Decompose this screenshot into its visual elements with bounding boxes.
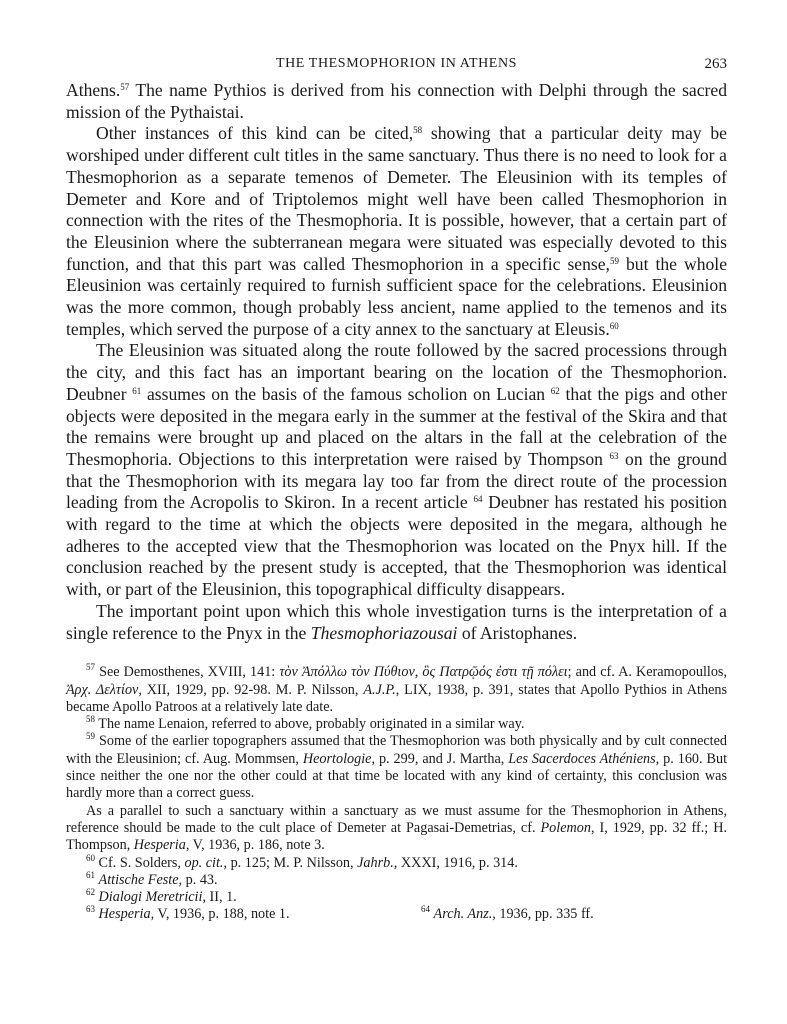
text: Cf. S. Solders, xyxy=(95,854,185,871)
text: of Aristophanes. xyxy=(457,622,578,643)
paragraph-4 xyxy=(66,601,727,644)
footnote-ref-60: 60 xyxy=(609,320,619,331)
text: , I, 1929, pp. 32 ff.; H. Thompson, xyxy=(66,819,727,854)
page-number: 263 xyxy=(704,56,727,72)
footnote-number: 63 xyxy=(86,904,95,915)
text: As a parallel to such a sanctuary within a sanctuary as we must assume for the Thesmophorion in Athens, reference should be made to the cult place of Demeter at Pagasai-Demetrias, cf. xyxy=(66,802,727,836)
footnote-62 xyxy=(66,889,727,906)
footnotes xyxy=(66,664,727,923)
italic-title: Thesmophoriazousai xyxy=(310,622,458,643)
footnote-ref-61: 61 xyxy=(132,385,142,396)
greek-title: Ἀρχ. Δελτίον xyxy=(66,681,139,698)
text: The Eleusinion was situated along the route followed by the sacred processions through the city, and this fact has an important bearing on the location of the Thesmophorion. Deubner xyxy=(66,340,727,404)
footnote-61 xyxy=(66,869,727,889)
footnote-number: 58 xyxy=(86,714,95,725)
footnote-59-continued xyxy=(66,803,727,855)
text: , p. 299, and J. Martha, xyxy=(371,750,509,767)
page xyxy=(66,52,727,924)
greek-quote: τὸν Ἀπόλλω τὸν Πύθιον, ὃς Πατρῷός ἐστι τῇ πόλει xyxy=(279,664,568,681)
footnote-number: 57 xyxy=(86,662,95,673)
text: , XXXI, 1916, p. 314. xyxy=(393,854,518,871)
footnote-number: 61 xyxy=(86,869,95,880)
footnote-59 xyxy=(66,733,727,802)
text: , p. 43. xyxy=(178,871,218,888)
footnote-number: 59 xyxy=(86,731,95,742)
running-title: THE THESMOPHORION IN ATHENS xyxy=(275,56,518,71)
text: , II, 1. xyxy=(202,889,237,906)
text: on the ground that the Thesmophorion with its megara lay too far from the direct route of the procession leading from the Acropolis to Skiron. In a recent article xyxy=(66,448,727,513)
main-text xyxy=(66,80,727,644)
italic-title: Hesperia xyxy=(98,906,151,923)
italic-title: Arch. Anz. xyxy=(433,906,493,923)
text: showing that a particular deity may be worshiped under different cult titles in the same sanctuary. Thus there is no need to look for a Thesmophorion as a separate temenos of Demeter. The Eleusinion with its temples of Demeter and Kore and of Triptolemos might well have been called Thesmophorion in connection with the rites of the Thesmophoria. It is possible, however, that a certain part of the Eleusinion where the subterranean megara were situated was especially devoted to this function, and that this part was called Thesmophorion in a specific sense, xyxy=(66,123,727,274)
paragraph-2 xyxy=(66,123,727,340)
footnote-number: 60 xyxy=(86,852,95,863)
footnote-ref-58: 58 xyxy=(413,125,423,136)
footnote-number: 64 xyxy=(421,904,430,915)
text: , V, 1936, p. 186, note 3. xyxy=(185,837,325,854)
footnote-57 xyxy=(66,664,727,716)
footnote-number: 62 xyxy=(86,887,95,898)
text: The name Lenaion, referred to above, probably originated in a similar way. xyxy=(95,716,525,733)
italic-title: Dialogi Meretricii xyxy=(98,889,203,906)
footnote-ref-64: 64 xyxy=(473,494,483,505)
italic-title: Les Sacerdoces Athéniens xyxy=(508,750,656,767)
text: ; and cf. A. Keramopoullos, xyxy=(567,664,727,681)
italic-title: op. cit. xyxy=(184,854,224,871)
footnote-ref-59: 59 xyxy=(609,255,619,266)
footnotes-63-64 xyxy=(66,906,727,923)
footnote-ref-57: 57 xyxy=(120,82,130,92)
text: , XII, 1929, pp. 92-98. M. P. Nilsson, xyxy=(138,681,364,698)
italic-title: Jahrb. xyxy=(357,854,394,871)
footnote-ref-63: 63 xyxy=(609,450,619,461)
text: Deubner has restated his position with regard to the time at which the objects were deposited in the megara, although he adheres to the accepted view that the Thesmophorion was located on the Pnyx hill. If the conclusion reached by the present study is accepted, that the Thesmophorion was identical with, or part of the Eleusinion, this topographical difficulty disappears. xyxy=(66,492,727,600)
italic-title: Hesperia xyxy=(133,837,186,854)
italic-title: Attische Feste xyxy=(98,871,179,888)
text: assumes on the basis of the famous scholion on Lucian xyxy=(141,383,551,404)
text: , p. 160. But since neither the one nor the other could at that time be located with any kind of certainty, this conclusion was hardly more than a correct guess. xyxy=(66,750,728,802)
text: Some of the earlier topographers assumed that the Thesmophorion was both physically and by cult connected with the Eleusinion; cf. Aug. Mommsen, xyxy=(66,733,727,767)
paragraph-3 xyxy=(66,340,727,600)
text: , V, 1936, p. 188, note 1. xyxy=(150,906,290,923)
text: The important point upon which this whole investigation turns is the interpretation of a single reference to the Pnyx in the xyxy=(66,600,727,643)
running-header xyxy=(66,52,727,80)
footnote-58 xyxy=(66,716,727,733)
footnote-63 xyxy=(66,906,421,923)
paragraph-1 xyxy=(66,80,727,123)
text: Other instances of this kind can be cited, xyxy=(96,123,414,144)
text: that the pigs and other objects were deposited in the megara early in the summer at the festival of the Skira and that the remains were brought up and placed on the altars in the fall at the celebration of the Thesmophoria. Objections to this interpretation were raised by Thompson xyxy=(66,383,727,469)
text: The name Pythios is derived from his connection with Delphi through the sacred mission of the Pythaistai. xyxy=(66,80,727,122)
text: but the whole Eleusinion was certainly required to furnish sufficient space for the celebrations. Eleusinion was the more common, though probably less ancient, name applied to the temenos and its temples, which served the purpose of a city annex to the sanctuary at Eleusis. xyxy=(66,253,727,339)
text: , 1936, pp. 335 ff. xyxy=(492,906,594,923)
italic-title: Polemon xyxy=(540,819,591,836)
text: , p. 125; M. P. Nilsson, xyxy=(223,854,358,871)
text: Athens. xyxy=(66,80,121,100)
footnote-60 xyxy=(66,852,727,872)
italic-title: Heortologie xyxy=(302,750,372,767)
text: , LIX, 1938, p. 391, states that Apollo Pythios in Athens became Apollo Patroos at a relatively late date. xyxy=(66,681,727,715)
italic-title: A.J.P. xyxy=(363,681,396,698)
footnote-ref-62: 62 xyxy=(550,385,560,396)
footnote-64 xyxy=(421,906,727,923)
text: See Demosthenes, XVIII, 141: xyxy=(95,664,280,681)
